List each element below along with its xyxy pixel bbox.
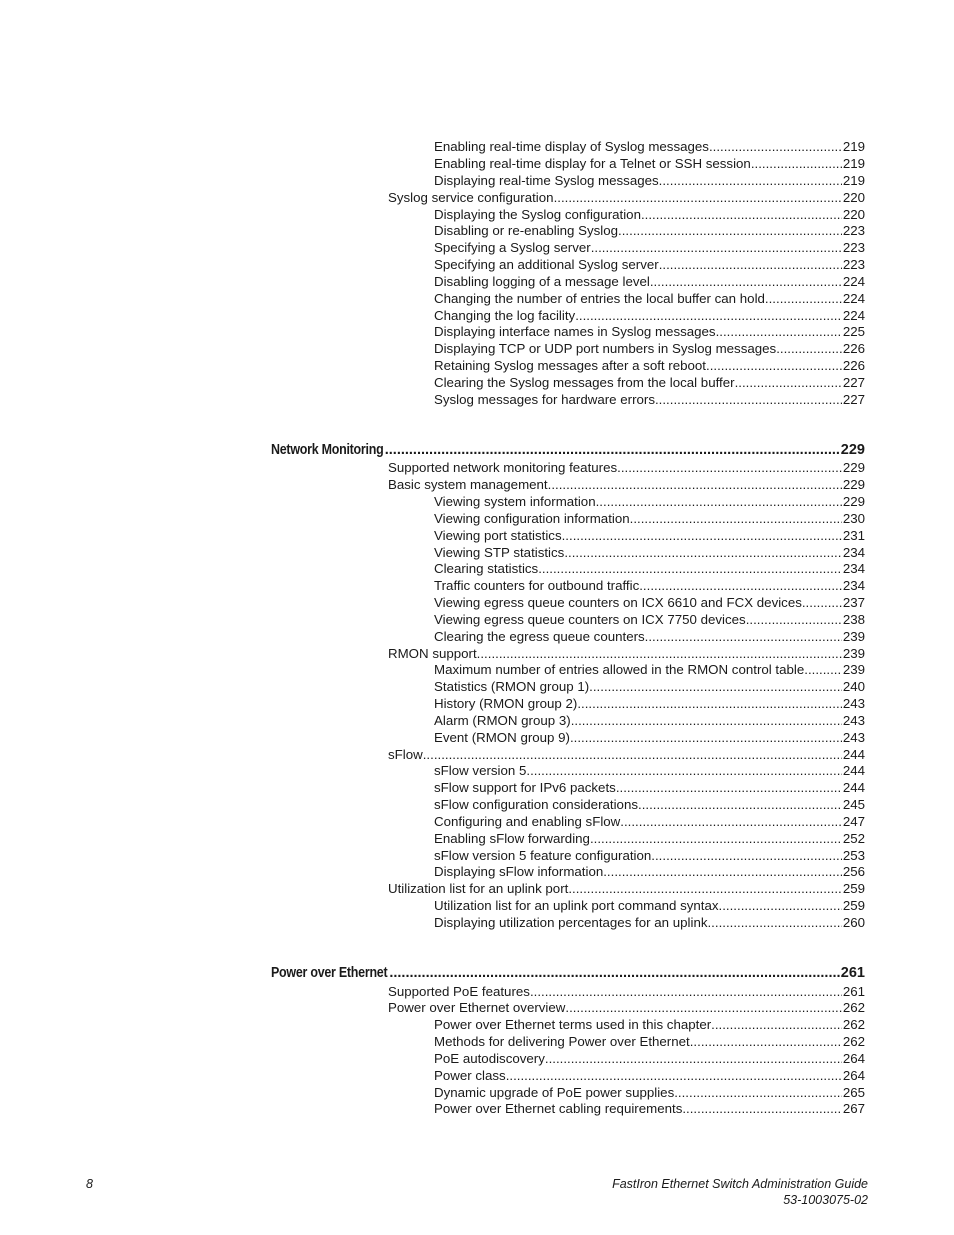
toc-entry-title: Power over Ethernet cabling requirements	[434, 1101, 683, 1116]
dot-leader	[554, 189, 842, 206]
footer-doc-number: 53-1003075-02	[783, 1193, 868, 1207]
toc-section-entry[interactable]	[388, 880, 865, 897]
toc-entry-title: Displaying interface names in Syslog messages	[434, 324, 716, 339]
toc-entry-title: Dynamic upgrade of PoE power supplies	[434, 1085, 675, 1100]
toc-entry-page: 224	[842, 274, 865, 289]
dot-leader	[630, 510, 842, 527]
toc-entry-page: 220	[842, 190, 865, 205]
toc-entry-title: Viewing egress queue counters on ICX 6610 and FCX devices	[434, 595, 802, 610]
toc-entry-title: Power over Ethernet overview	[388, 1000, 566, 1015]
toc-entry[interactable]	[434, 594, 865, 611]
dot-leader	[564, 544, 841, 561]
toc-entry-page: 262	[842, 1034, 865, 1049]
toc-entry-page: 225	[842, 324, 865, 339]
toc-entry-title: Clearing the egress queue counters	[434, 629, 645, 644]
toc-entry[interactable]	[434, 138, 865, 155]
toc-entry-title: sFlow version 5 feature configuration	[434, 848, 652, 863]
dot-leader	[638, 796, 842, 813]
dot-leader	[506, 1067, 842, 1084]
dot-leader	[590, 830, 842, 847]
dot-leader	[651, 847, 842, 864]
toc-entry[interactable]	[434, 678, 865, 695]
toc-entry-title: Supported PoE features	[388, 984, 530, 999]
toc-entry-title: Viewing egress queue counters on ICX 7750 devices	[434, 612, 746, 627]
toc-entry-title: Viewing STP statistics	[434, 545, 565, 560]
toc-entry-page: 231	[842, 528, 865, 543]
dot-leader	[711, 1016, 842, 1033]
toc-entry[interactable]	[434, 695, 865, 712]
toc-entry-page: 239	[842, 629, 865, 644]
toc-entry-title: sFlow support for IPv6 packets	[434, 780, 616, 795]
toc-chapter-page: 261	[840, 965, 865, 981]
dot-leader	[659, 256, 842, 273]
toc-entry[interactable]	[434, 357, 865, 374]
toc-entry-title: Traffic counters for outbound traffic	[434, 578, 640, 593]
toc-entry-page: 264	[842, 1068, 865, 1083]
dot-leader	[650, 273, 842, 290]
toc-entry-page: 244	[842, 747, 865, 762]
toc-entry-page: 253	[842, 848, 865, 863]
toc-entry-title: Supported network monitoring features	[388, 460, 618, 475]
toc-entry-title: Statistics (RMON group 1)	[434, 679, 590, 694]
toc-entry[interactable]	[434, 914, 865, 931]
toc-entry[interactable]	[434, 544, 865, 561]
dot-leader	[706, 357, 842, 374]
toc-entry-title: Displaying utilization percentages for an uplink	[434, 915, 708, 930]
toc-entry-page: 262	[842, 1000, 865, 1015]
toc-entry[interactable]	[434, 1050, 865, 1067]
toc-entry-page: 256	[842, 864, 865, 879]
toc-entry[interactable]	[434, 1033, 865, 1050]
toc-entry-title: Event (RMON group 9)	[434, 730, 570, 745]
dot-leader	[719, 897, 842, 914]
dot-leader	[570, 729, 842, 746]
dot-leader	[659, 172, 842, 189]
dot-leader	[639, 577, 842, 594]
dot-leader	[765, 290, 842, 307]
dot-leader	[548, 476, 842, 493]
toc-entry[interactable]	[434, 172, 865, 189]
toc-entry-page: 261	[842, 984, 865, 999]
toc-entry[interactable]	[434, 256, 865, 273]
toc-entry-title: Enabling real-time display for a Telnet or SSH session	[434, 156, 751, 171]
toc-entry-title: Enabling sFlow forwarding	[434, 831, 590, 846]
toc-entry[interactable]	[434, 391, 865, 408]
toc-entry[interactable]	[434, 273, 865, 290]
toc-entry-page: 259	[842, 881, 865, 896]
toc-entry[interactable]	[434, 729, 865, 746]
toc-entry-page: 267	[842, 1101, 865, 1116]
toc-entry-page: 229	[842, 477, 865, 492]
toc-entry[interactable]	[434, 577, 865, 594]
toc-entry[interactable]	[434, 1067, 865, 1084]
dot-leader	[477, 645, 842, 662]
dot-leader	[538, 560, 842, 577]
toc-section-entry[interactable]	[388, 746, 865, 763]
toc-chapter-entry[interactable]	[271, 440, 865, 460]
toc-entry-title: Specifying an additional Syslog server	[434, 257, 659, 272]
toc-entry-title: Specifying a Syslog server	[434, 240, 591, 255]
toc-entry-page: 223	[842, 223, 865, 238]
toc-entry[interactable]	[434, 493, 865, 510]
toc-entry-page: 234	[842, 578, 865, 593]
dot-leader	[716, 323, 842, 340]
dot-leader	[751, 155, 842, 172]
dot-leader	[385, 440, 840, 460]
toc-entry-title: PoE autodiscovery	[434, 1051, 545, 1066]
toc-entry[interactable]	[434, 897, 865, 914]
toc-entry-page: 260	[842, 915, 865, 930]
dot-leader	[655, 391, 842, 408]
toc-entry-page: 238	[842, 612, 865, 627]
toc-entry-title: sFlow	[388, 747, 423, 762]
toc-entry[interactable]	[434, 155, 865, 172]
toc-entry-page: 223	[842, 240, 865, 255]
toc-entry-title: Power class	[434, 1068, 506, 1083]
dot-leader	[603, 863, 842, 880]
toc-entry-title: Clearing the Syslog messages from the local buffer	[434, 375, 735, 390]
dot-leader	[804, 661, 842, 678]
toc-entry-page: 227	[842, 375, 865, 390]
toc-entry-page: 237	[842, 595, 865, 610]
toc-entry-title: RMON support	[388, 646, 477, 661]
dot-leader	[565, 999, 841, 1016]
dot-leader	[707, 914, 841, 931]
toc-entry[interactable]	[434, 1016, 865, 1033]
toc-entry[interactable]	[434, 813, 865, 830]
toc-entry-page: 224	[842, 308, 865, 323]
toc-entry-title: Enabling real-time display of Syslog messages	[434, 139, 709, 154]
toc-entry-title: Disabling or re-enabling Syslog	[434, 223, 619, 238]
dot-leader	[618, 222, 842, 239]
dot-leader	[620, 813, 842, 830]
dot-leader	[735, 374, 842, 391]
toc-entry-page: 243	[842, 696, 865, 711]
toc-entry[interactable]	[434, 527, 865, 544]
dot-leader	[577, 695, 841, 712]
footer-guide-title: FastIron Ethernet Switch Administration Guide	[612, 1177, 868, 1191]
dot-leader	[575, 307, 842, 324]
toc-entry-page: 243	[842, 730, 865, 745]
footer-doc-info	[612, 1176, 868, 1208]
dot-leader	[776, 340, 842, 357]
toc-entry-title: sFlow configuration considerations	[434, 797, 638, 812]
toc-entry-page: 244	[842, 780, 865, 795]
toc-entry[interactable]	[434, 830, 865, 847]
toc-entry[interactable]	[434, 290, 865, 307]
footer-page-number: 8	[86, 1177, 93, 1191]
toc-entry[interactable]	[434, 206, 865, 223]
dot-leader	[591, 239, 842, 256]
toc-entry-page: 252	[842, 831, 865, 846]
dot-leader	[682, 1100, 841, 1117]
toc-entry-page: 226	[842, 341, 865, 356]
toc-entry-title: Changing the log facility	[434, 308, 576, 323]
toc-entry-page: 234	[842, 545, 865, 560]
toc-section-entry[interactable]	[388, 983, 865, 1000]
toc-entry[interactable]	[434, 796, 865, 813]
toc-entry-page: 226	[842, 358, 865, 373]
toc-section-entry[interactable]	[388, 459, 865, 476]
toc-entry-page: 240	[842, 679, 865, 694]
toc-entry-page: 229	[842, 460, 865, 475]
toc-entry[interactable]	[434, 560, 865, 577]
dot-leader	[690, 1033, 842, 1050]
toc-entry[interactable]	[434, 239, 865, 256]
toc-entry-title: Basic system management	[388, 477, 548, 492]
toc-section-entry[interactable]	[388, 645, 865, 662]
toc-entry-title: Maximum number of entries allowed in the RMON control table	[434, 662, 805, 677]
dot-leader	[641, 206, 842, 223]
toc-entry-page: 239	[842, 646, 865, 661]
toc-entry-title: Viewing configuration information	[434, 511, 630, 526]
dot-leader	[423, 746, 842, 763]
toc-entry[interactable]	[434, 863, 865, 880]
toc-entry-title: sFlow version 5	[434, 763, 527, 778]
toc-entry-title: Utilization list for an uplink port	[388, 881, 569, 896]
toc-entry[interactable]	[434, 712, 865, 729]
dot-leader	[545, 1050, 842, 1067]
toc-entry-page: 264	[842, 1051, 865, 1066]
toc-entry-page: 219	[842, 139, 865, 154]
toc-entry[interactable]	[434, 323, 865, 340]
toc-entry-page: 247	[842, 814, 865, 829]
dot-leader	[709, 138, 842, 155]
toc-entry-title: Viewing system information	[434, 494, 596, 509]
dot-leader	[526, 762, 841, 779]
toc-entry-page: 239	[842, 662, 865, 677]
dot-leader	[589, 678, 842, 695]
toc-entry-page: 265	[842, 1085, 865, 1100]
toc-entry-title: Displaying real-time Syslog messages	[434, 173, 659, 188]
toc-entry[interactable]	[434, 1100, 865, 1117]
toc-entry-page: 219	[842, 173, 865, 188]
toc-entry[interactable]	[434, 374, 865, 391]
toc-entry-title: Disabling logging of a message level	[434, 274, 650, 289]
dot-leader	[596, 493, 842, 510]
toc-entry[interactable]	[434, 762, 865, 779]
toc-entry-title: Power over Ethernet terms used in this chapter	[434, 1017, 712, 1032]
dot-leader	[645, 628, 842, 645]
toc-entry-title: Configuring and enabling sFlow	[434, 814, 621, 829]
toc-entry-title: History (RMON group 2)	[434, 696, 578, 711]
dot-leader	[802, 594, 842, 611]
toc-entry-page: 220	[842, 207, 865, 222]
dot-leader	[568, 880, 841, 897]
toc-entry-title: Methods for delivering Power over Ethernet	[434, 1034, 690, 1049]
toc-entry[interactable]	[434, 222, 865, 239]
toc-section-entry[interactable]	[388, 999, 865, 1016]
toc-entry-title: Changing the number of entries the local buffer can hold	[434, 291, 765, 306]
toc-entry[interactable]	[434, 307, 865, 324]
toc-section-entry[interactable]	[388, 189, 865, 206]
toc-entry[interactable]	[434, 340, 865, 357]
toc-entry-title: Alarm (RMON group 3)	[434, 713, 571, 728]
toc-entry-title: Clearing statistics	[434, 561, 539, 576]
dot-leader	[530, 983, 842, 1000]
toc-entry[interactable]	[434, 611, 865, 628]
toc-entry-title: Displaying the Syslog configuration	[434, 207, 641, 222]
toc-entry-page: 245	[842, 797, 865, 812]
toc-entry-page: 224	[842, 291, 865, 306]
toc-chapter-title: Network Monitoring	[271, 442, 384, 458]
dot-leader	[562, 527, 842, 544]
toc-entry-title: Displaying sFlow information	[434, 864, 604, 879]
toc-entry-page: 230	[842, 511, 865, 526]
toc-entry[interactable]	[434, 628, 865, 645]
toc-entry-page: 219	[842, 156, 865, 171]
toc-entry-title: Syslog messages for hardware errors	[434, 392, 655, 407]
toc-entry[interactable]	[434, 510, 865, 527]
toc-entry-page: 227	[842, 392, 865, 407]
toc-entry[interactable]	[434, 1084, 865, 1101]
toc-entry[interactable]	[434, 847, 865, 864]
toc-entry-title: Displaying TCP or UDP port numbers in Syslog messages	[434, 341, 777, 356]
toc-entry-title: Viewing port statistics	[434, 528, 562, 543]
toc-entry-title: Utilization list for an uplink port command syntax	[434, 898, 719, 913]
toc-entry-page: 234	[842, 561, 865, 576]
toc-entry-page: 244	[842, 763, 865, 778]
dot-leader	[674, 1084, 842, 1101]
toc-entry-title: Retaining Syslog messages after a soft reboot	[434, 358, 706, 373]
toc-entry-page: 243	[842, 713, 865, 728]
toc-entry-page: 262	[842, 1017, 865, 1032]
toc-chapter-page: 229	[840, 442, 865, 458]
toc-entry[interactable]	[434, 779, 865, 796]
toc-chapter-title: Power over Ethernet	[271, 965, 388, 981]
dot-leader	[616, 779, 842, 796]
dot-leader	[571, 712, 842, 729]
toc-entry-title: Syslog service configuration	[388, 190, 554, 205]
toc-entry[interactable]	[434, 661, 865, 678]
toc-entry-page: 229	[842, 494, 865, 509]
dot-leader	[617, 459, 842, 476]
toc-entry-page: 259	[842, 898, 865, 913]
dot-leader	[389, 963, 839, 983]
toc-section-entry[interactable]	[388, 476, 865, 493]
toc-entry-page: 223	[842, 257, 865, 272]
toc-chapter-entry[interactable]	[271, 963, 865, 983]
dot-leader	[746, 611, 842, 628]
